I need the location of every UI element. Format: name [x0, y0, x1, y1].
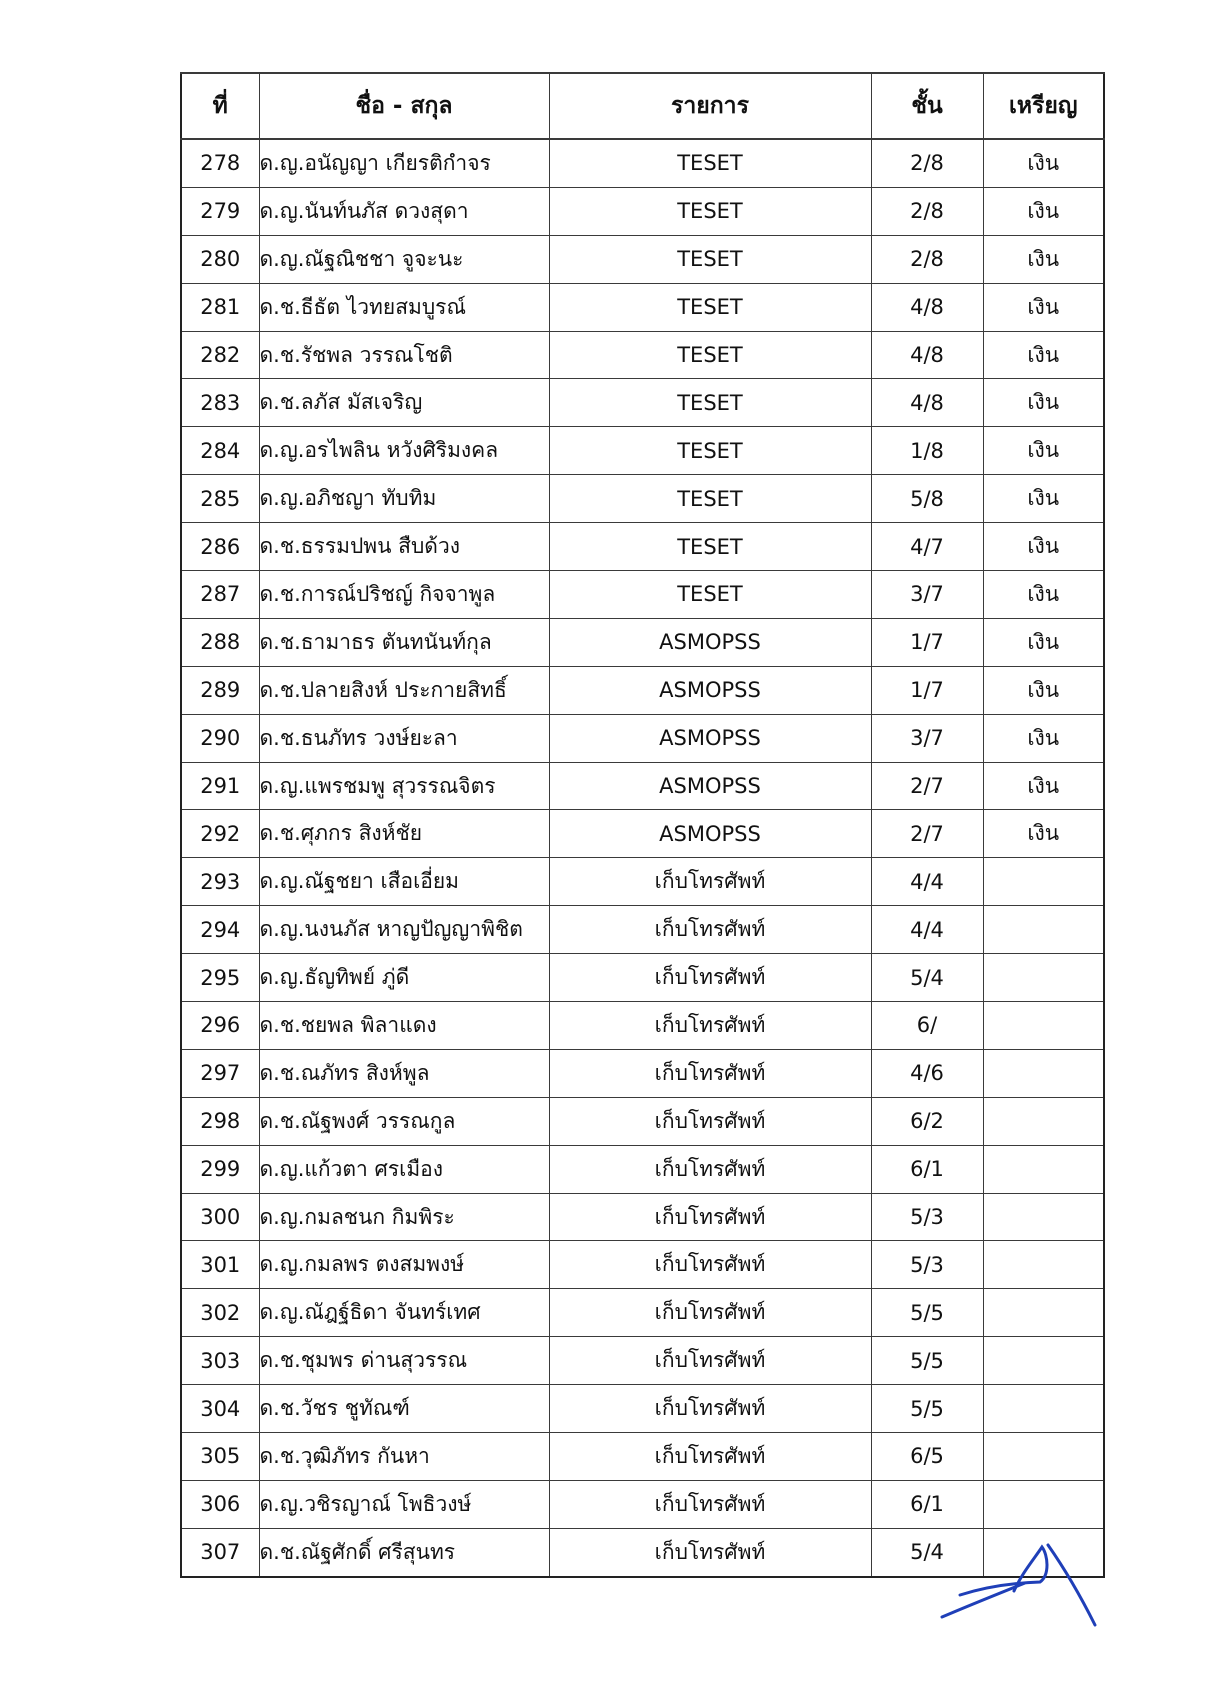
row-number: 302 — [181, 1289, 259, 1337]
table-row — [181, 1480, 1104, 1528]
row-number: 278 — [181, 139, 259, 187]
row-item: ASMOPSS — [549, 618, 871, 666]
row-name: ด.ญ.กมลพร ตงสมพงษ์ — [259, 1241, 549, 1289]
row-item: เก็บโทรศัพท์ — [549, 1337, 871, 1385]
row-number: 306 — [181, 1480, 259, 1528]
row-grade: 2/8 — [871, 235, 983, 283]
table-row — [181, 858, 1104, 906]
table-row — [181, 235, 1104, 283]
row-number: 295 — [181, 954, 259, 1002]
table-row — [181, 906, 1104, 954]
row-grade: 4/8 — [871, 331, 983, 379]
row-name: ด.ญ.ณัฐณิชชา จูจะนะ — [259, 235, 549, 283]
row-grade: 4/8 — [871, 379, 983, 427]
row-number: 293 — [181, 858, 259, 906]
row-name: ด.ญ.อรไพลิน หวังศิริมงคล — [259, 427, 549, 475]
table-row — [181, 187, 1104, 235]
row-medal — [983, 1049, 1104, 1097]
row-item: TESET — [549, 283, 871, 331]
table-row — [181, 714, 1104, 762]
row-grade: 6/2 — [871, 1097, 983, 1145]
row-grade: 4/6 — [871, 1049, 983, 1097]
table-row — [181, 427, 1104, 475]
row-name: ด.ญ.วชิรญาณ์ โพธิวงษ์ — [259, 1480, 549, 1528]
table-row — [181, 1002, 1104, 1050]
row-name: ด.ช.วัชร ชูทัณฑ์ — [259, 1385, 549, 1433]
row-medal: เงิน — [983, 139, 1104, 187]
row-item: เก็บโทรศัพท์ — [549, 1097, 871, 1145]
row-item: TESET — [549, 331, 871, 379]
row-grade: 4/4 — [871, 906, 983, 954]
row-medal — [983, 858, 1104, 906]
table-row — [181, 1097, 1104, 1145]
row-name: ด.ญ.นงนภัส หาญปัญญาพิชิต — [259, 906, 549, 954]
row-item: เก็บโทรศัพท์ — [549, 1528, 871, 1576]
row-item: TESET — [549, 427, 871, 475]
row-medal: เงิน — [983, 427, 1104, 475]
row-item: ASMOPSS — [549, 666, 871, 714]
signature — [930, 1525, 1110, 1635]
row-grade: 6/1 — [871, 1145, 983, 1193]
row-item: TESET — [549, 235, 871, 283]
table-row — [181, 283, 1104, 331]
table-row — [181, 954, 1104, 1002]
row-grade: 3/7 — [871, 571, 983, 619]
row-name: ด.ญ.แก้วตา ศรเมือง — [259, 1145, 549, 1193]
table-row — [181, 810, 1104, 858]
row-grade: 2/8 — [871, 187, 983, 235]
row-grade: 4/4 — [871, 858, 983, 906]
row-name: ด.ช.ธามาธร ตันทนันท์กุล — [259, 618, 549, 666]
row-item: เก็บโทรศัพท์ — [549, 954, 871, 1002]
table-row — [181, 618, 1104, 666]
row-item: ASMOPSS — [549, 762, 871, 810]
row-medal — [983, 1097, 1104, 1145]
row-grade: 5/3 — [871, 1241, 983, 1289]
row-medal: เงิน — [983, 762, 1104, 810]
row-item: เก็บโทรศัพท์ — [549, 1289, 871, 1337]
row-name: ด.ญ.นันท์นภัส ดวงสุดา — [259, 187, 549, 235]
row-medal — [983, 1193, 1104, 1241]
row-medal: เงิน — [983, 666, 1104, 714]
row-name: ด.ช.วุฒิภัทร กันหา — [259, 1433, 549, 1481]
row-item: เก็บโทรศัพท์ — [549, 1480, 871, 1528]
row-name: ด.ช.ชุมพร ด่านสุวรรณ — [259, 1337, 549, 1385]
row-number: 297 — [181, 1049, 259, 1097]
row-number: 298 — [181, 1097, 259, 1145]
row-grade: 4/8 — [871, 283, 983, 331]
row-name: ด.ช.ลภัส มัสเจริญ — [259, 379, 549, 427]
row-number: 287 — [181, 571, 259, 619]
row-item: TESET — [549, 571, 871, 619]
row-number: 282 — [181, 331, 259, 379]
row-grade: 5/5 — [871, 1385, 983, 1433]
table-row — [181, 1433, 1104, 1481]
row-grade: 5/4 — [871, 1528, 983, 1576]
row-medal: เงิน — [983, 810, 1104, 858]
row-medal — [983, 1289, 1104, 1337]
table-body — [181, 139, 1104, 1577]
row-medal: เงิน — [983, 235, 1104, 283]
row-name: ด.ญ.อภิชญา ทับทิม — [259, 475, 549, 523]
row-grade: 2/8 — [871, 139, 983, 187]
row-item: TESET — [549, 379, 871, 427]
row-number: 286 — [181, 523, 259, 571]
row-name: ด.ช.ธีธัต ไวทยสมบูรณ์ — [259, 283, 549, 331]
row-item: เก็บโทรศัพท์ — [549, 1002, 871, 1050]
row-name: ด.ญ.ธัญทิพย์ ภู่ดี — [259, 954, 549, 1002]
table-row — [181, 1289, 1104, 1337]
row-name: ด.ญ.อนัญญา เกียรติกำจร — [259, 139, 549, 187]
row-name: ด.ช.ปลายสิงห์ ประกายสิทธิ์ — [259, 666, 549, 714]
row-grade: 5/8 — [871, 475, 983, 523]
row-name: ด.ญ.ณัฎฐ์ธิดา จันทร์เทศ — [259, 1289, 549, 1337]
header-row — [181, 73, 1104, 139]
row-item: เก็บโทรศัพท์ — [549, 906, 871, 954]
table-row — [181, 379, 1104, 427]
row-medal: เงิน — [983, 523, 1104, 571]
row-medal: เงิน — [983, 618, 1104, 666]
table-row — [181, 1385, 1104, 1433]
row-item: ASMOPSS — [549, 810, 871, 858]
row-medal: เงิน — [983, 571, 1104, 619]
table-row — [181, 666, 1104, 714]
row-number: 296 — [181, 1002, 259, 1050]
row-grade: 2/7 — [871, 810, 983, 858]
table-row — [181, 331, 1104, 379]
row-grade: 1/7 — [871, 666, 983, 714]
row-medal — [983, 1480, 1104, 1528]
row-item: TESET — [549, 187, 871, 235]
row-medal: เงิน — [983, 475, 1104, 523]
table-row — [181, 1145, 1104, 1193]
row-item: TESET — [549, 523, 871, 571]
row-name: ด.ช.ธนภัทร วงษ์ยะลา — [259, 714, 549, 762]
row-number: 299 — [181, 1145, 259, 1193]
row-medal: เงิน — [983, 379, 1104, 427]
row-medal: เงิน — [983, 714, 1104, 762]
row-item: เก็บโทรศัพท์ — [549, 858, 871, 906]
table-row — [181, 571, 1104, 619]
row-number: 281 — [181, 283, 259, 331]
row-number: 292 — [181, 810, 259, 858]
table-row — [181, 1193, 1104, 1241]
header-grade: ชั้น — [871, 73, 983, 139]
row-medal: เงิน — [983, 331, 1104, 379]
row-name: ด.ช.ณัฐพงศ์ วรรณกูล — [259, 1097, 549, 1145]
row-medal — [983, 1385, 1104, 1433]
row-item: ASMOPSS — [549, 714, 871, 762]
row-grade: 2/7 — [871, 762, 983, 810]
row-medal — [983, 1337, 1104, 1385]
row-number: 284 — [181, 427, 259, 475]
row-grade: 5/3 — [871, 1193, 983, 1241]
row-number: 288 — [181, 618, 259, 666]
row-number: 280 — [181, 235, 259, 283]
row-name: ด.ช.รัชพล วรรณโชติ — [259, 331, 549, 379]
row-name: ด.ช.ณัฐศักดิ์ ศรีสุนทร — [259, 1528, 549, 1576]
row-item: เก็บโทรศัพท์ — [549, 1433, 871, 1481]
row-grade: 5/5 — [871, 1337, 983, 1385]
row-number: 291 — [181, 762, 259, 810]
row-item: TESET — [549, 475, 871, 523]
row-name: ด.ญ.กมลชนก กิมพิระ — [259, 1193, 549, 1241]
row-name: ด.ช.ณภัทร สิงห์พูล — [259, 1049, 549, 1097]
row-number: 301 — [181, 1241, 259, 1289]
table-row — [181, 523, 1104, 571]
row-medal — [983, 1433, 1104, 1481]
row-item: เก็บโทรศัพท์ — [549, 1193, 871, 1241]
table-row — [181, 1049, 1104, 1097]
row-name: ด.ช.ธรรมปพน สืบด้วง — [259, 523, 549, 571]
row-medal — [983, 1145, 1104, 1193]
row-item: เก็บโทรศัพท์ — [549, 1385, 871, 1433]
row-grade: 6/ — [871, 1002, 983, 1050]
row-number: 307 — [181, 1528, 259, 1576]
row-number: 290 — [181, 714, 259, 762]
table-row — [181, 139, 1104, 187]
row-number: 283 — [181, 379, 259, 427]
row-number: 303 — [181, 1337, 259, 1385]
table-row — [181, 1337, 1104, 1385]
row-medal — [983, 1241, 1104, 1289]
row-medal — [983, 1002, 1104, 1050]
table-row — [181, 1241, 1104, 1289]
row-number: 304 — [181, 1385, 259, 1433]
header-medal: เหรียญ — [983, 73, 1104, 139]
row-item: เก็บโทรศัพท์ — [549, 1049, 871, 1097]
table-row — [181, 475, 1104, 523]
row-grade: 6/1 — [871, 1480, 983, 1528]
row-name: ด.ญ.แพรชมพู สุวรรณจิตร — [259, 762, 549, 810]
row-grade: 6/5 — [871, 1433, 983, 1481]
results-table — [180, 72, 1105, 1578]
row-number: 279 — [181, 187, 259, 235]
row-medal — [983, 906, 1104, 954]
row-number: 294 — [181, 906, 259, 954]
row-grade: 3/7 — [871, 714, 983, 762]
row-number: 300 — [181, 1193, 259, 1241]
row-name: ด.ญ.ณัฐชยา เสือเอี่ยม — [259, 858, 549, 906]
row-grade: 4/7 — [871, 523, 983, 571]
row-item: เก็บโทรศัพท์ — [549, 1145, 871, 1193]
row-number: 285 — [181, 475, 259, 523]
row-name: ด.ช.ชยพล พิลาแดง — [259, 1002, 549, 1050]
row-grade: 1/7 — [871, 618, 983, 666]
row-name: ด.ช.ศุภกร สิงห์ชัย — [259, 810, 549, 858]
header-item: รายการ — [549, 73, 871, 139]
row-grade: 1/8 — [871, 427, 983, 475]
row-name: ด.ช.การณ์ปริชญ์ กิจจาพูล — [259, 571, 549, 619]
row-number: 305 — [181, 1433, 259, 1481]
row-item: TESET — [549, 139, 871, 187]
row-grade: 5/4 — [871, 954, 983, 1002]
header-number: ที่ — [181, 73, 259, 139]
table-row — [181, 762, 1104, 810]
row-medal — [983, 954, 1104, 1002]
header-name: ชื่อ - สกุล — [259, 73, 549, 139]
row-number: 289 — [181, 666, 259, 714]
row-medal: เงิน — [983, 283, 1104, 331]
row-item: เก็บโทรศัพท์ — [549, 1241, 871, 1289]
row-medal: เงิน — [983, 187, 1104, 235]
row-grade: 5/5 — [871, 1289, 983, 1337]
